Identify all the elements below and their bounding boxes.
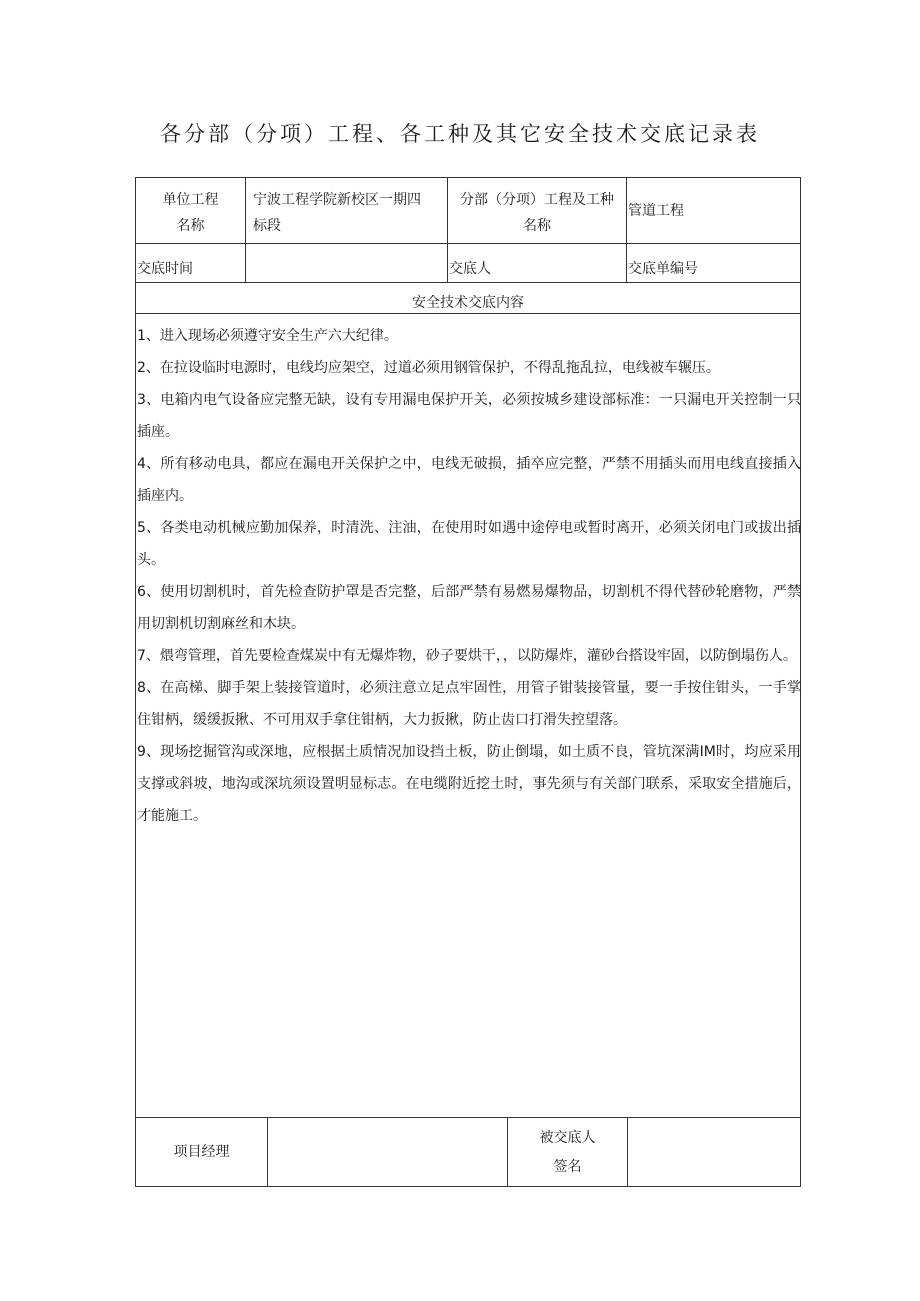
- handover-time-label: 交底时间: [137, 261, 193, 277]
- briefing-item: 6、使用切割机时，首先检查防护罩是否完整，后部严禁有易燃易爆物品，切割机不得代替砂轮磨物，严禁用切割机切割麻丝和木块。: [137, 584, 801, 632]
- briefing-item: 2、在拉设临时电源时，电线均应架空，过道必须用钢管保护，不得乱拖乱拉，电线被车辗压。: [137, 360, 720, 376]
- sub-project-label-line1: 分部（分项）工程及工种: [460, 192, 614, 208]
- unit-project-label-line2: 名称: [176, 218, 205, 234]
- briefing-item: 5、各类电动机械应勤加保养，时清洗、注油，在使用时如遇中途停电或暂时离开，必须关闭电门或拔出插头。: [137, 520, 801, 568]
- briefing-item: 4、所有移动电具，都应在漏电开关保护之中，电线无破损，插卒应完整，严禁不用插头而用电线直接插入插座内。: [137, 456, 801, 504]
- table-border-bottom: [135, 1186, 801, 1187]
- project-manager-label: 项目经理: [173, 1144, 230, 1160]
- receiver-label: [508, 1124, 627, 1182]
- document-title: 各分部（分项）工程、各工种及其它安全技术交底记录表: [160, 122, 760, 146]
- receiver-label-line2: 签名: [553, 1159, 582, 1175]
- unit-project-value-line2: 标段: [253, 218, 281, 234]
- table-border-top: [135, 177, 801, 178]
- table-row-divider: [135, 1117, 801, 1118]
- content-header: 安全技术交底内容: [412, 295, 524, 311]
- sub-project-value: 管道工程: [628, 203, 684, 219]
- unit-project-value-line1: 宁波工程学院新校区一期四: [253, 192, 421, 208]
- table-column-divider: [267, 1117, 268, 1187]
- briefing-item: 3、电箱内电气设备应完整无缺，设有专用漏电保护开关，必须按城乡建设部标准：一只漏电开关控制一只插座。: [137, 392, 801, 440]
- sub-project-label-line2: 名称: [523, 218, 551, 234]
- unit-project-value: [253, 187, 447, 239]
- table-row-divider: [135, 282, 801, 283]
- briefing-item: 7、煨弯管理，首先要检查煤炭中有无爆炸物，砂子要烘干，，以防爆炸，灌砂台搭设牢固，以防倒塌伤人。: [137, 648, 797, 664]
- table-row-divider: [135, 243, 801, 244]
- receiver-label-line1: 被交底人: [539, 1130, 596, 1146]
- unit-project-label-line1: 单位工程: [162, 192, 219, 208]
- table-column-divider: [626, 177, 627, 283]
- briefing-item: 8、在高梯、脚手架上装接管道时，必须注意立足点牢固性，用管子钳装接管量，要一手按住钳头，一手掌住钳柄，缓缓扳揪、不可用双手拿住钳柄，大力扳揪，防止齿口打滑失控望落。: [137, 680, 801, 728]
- briefing-item: 1、进入现场必须遵守安全生产六大纪律。: [137, 328, 398, 344]
- unit-project-label: [136, 187, 245, 239]
- briefing-item: 9、现场挖掘管沟或深地，应根据土质情况加设挡土板，防止倒塌，如土质不良，管坑深满IM时，均应采用支撑或斜坡，地沟或深坑须设置明显标志。在电缆附近挖土时，事先须与有关部门联系，采取安全措施后，才能施工。: [137, 744, 801, 824]
- table-border-left: [135, 177, 136, 1187]
- briefing-content: [137, 320, 801, 832]
- sub-project-label: [448, 187, 626, 239]
- handover-person-label: 交底人: [449, 261, 491, 277]
- table-column-divider: [627, 1117, 628, 1187]
- handover-number-label: 交底单编号: [628, 261, 698, 277]
- table-column-divider: [245, 177, 246, 283]
